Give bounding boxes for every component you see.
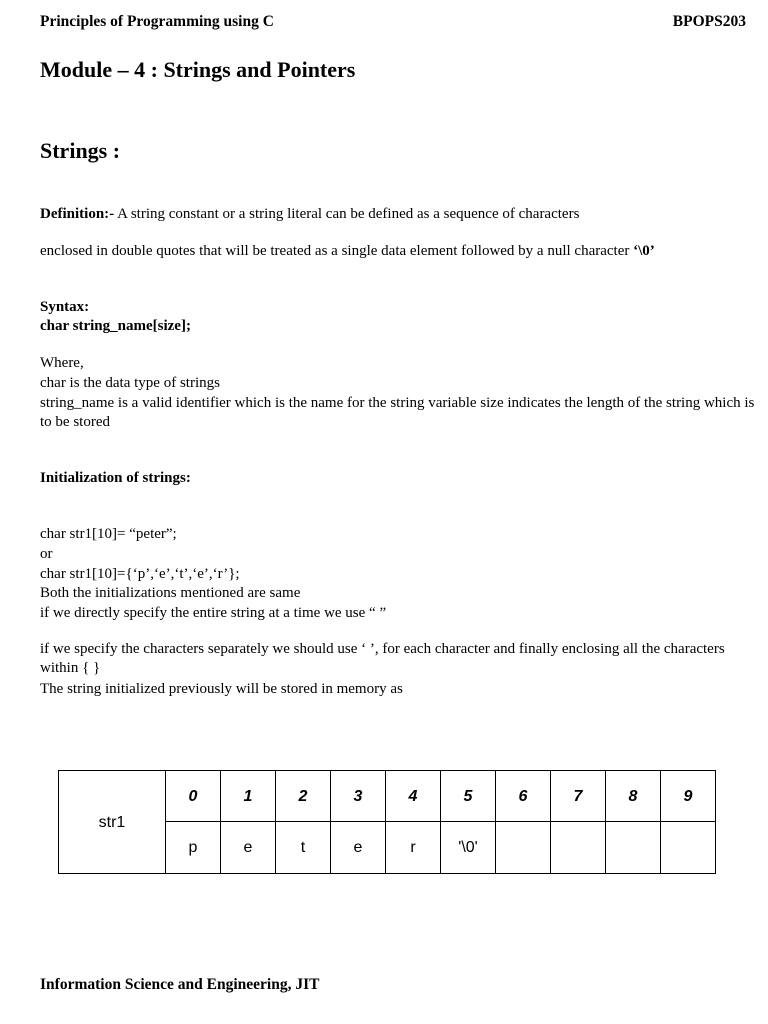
module-title: Module – 4 : Strings and Pointers <box>40 57 356 82</box>
initialization-title: Initialization of strings: <box>40 470 191 486</box>
index-cell: 4 <box>386 771 441 822</box>
definition-text-1: A string constant or a string literal can be defined as a sequence of characters <box>114 206 580 222</box>
definition-line-2 <box>40 242 700 261</box>
char-cell: p <box>166 822 221 874</box>
course-code: BPOPS203 <box>672 13 746 30</box>
char-cell <box>496 822 551 874</box>
syntax-code: char string_name[size]; <box>40 318 191 334</box>
index-cell: 2 <box>276 771 331 822</box>
definition-text-2: enclosed in double quotes that will be treated as a single data element followed by a null character <box>40 243 634 259</box>
index-row <box>59 771 716 822</box>
init-note-3: if we specify the characters separately we should use ‘ ’, for each character and finally enclosing all the characters within { } <box>40 641 725 676</box>
where-line-3: string_name is a valid identifier which is the name for the string variable size indicates the length of the string which is to be stored <box>40 395 755 430</box>
init-code-2: char str1[10]={‘p’,‘e’,‘t’,‘e’,‘r’}; <box>40 566 240 582</box>
char-cell: '\0' <box>441 822 496 874</box>
definition-line-1 <box>40 205 752 224</box>
char-cell: t <box>276 822 331 874</box>
char-cell <box>661 822 716 874</box>
where-line-1: Where, <box>40 355 84 371</box>
init-note-4: The string initialized previously will be stored in memory as <box>40 681 403 697</box>
init-code-1: char str1[10]= “peter”; <box>40 526 177 542</box>
memory-table <box>58 770 716 874</box>
index-cell: 7 <box>551 771 606 822</box>
index-cell: 9 <box>661 771 716 822</box>
section-title: Strings : <box>40 138 121 163</box>
char-cell: e <box>221 822 276 874</box>
syntax-label: Syntax: <box>40 299 90 315</box>
init-or: or <box>40 546 53 562</box>
index-cell: 5 <box>441 771 496 822</box>
index-cell: 6 <box>496 771 551 822</box>
init-note-1: Both the initializations mentioned are same <box>40 585 301 601</box>
where-line-2: char is the data type of strings <box>40 375 220 391</box>
array-name-cell: str1 <box>59 771 166 874</box>
char-cell: r <box>386 822 441 874</box>
char-cell <box>551 822 606 874</box>
definition-label: Definition:- <box>40 206 115 222</box>
course-title: Principles of Programming using C <box>40 13 274 30</box>
index-cell: 3 <box>331 771 386 822</box>
index-cell: 1 <box>221 771 276 822</box>
char-cell: e <box>331 822 386 874</box>
null-character: ‘\0’ <box>633 243 655 259</box>
char-cell <box>606 822 661 874</box>
index-cell: 8 <box>606 771 661 822</box>
init-note-2: if we directly specify the entire string at a time we use “ ” <box>40 605 387 621</box>
index-cell: 0 <box>166 771 221 822</box>
footer-text: Information Science and Engineering, JIT <box>40 976 320 993</box>
